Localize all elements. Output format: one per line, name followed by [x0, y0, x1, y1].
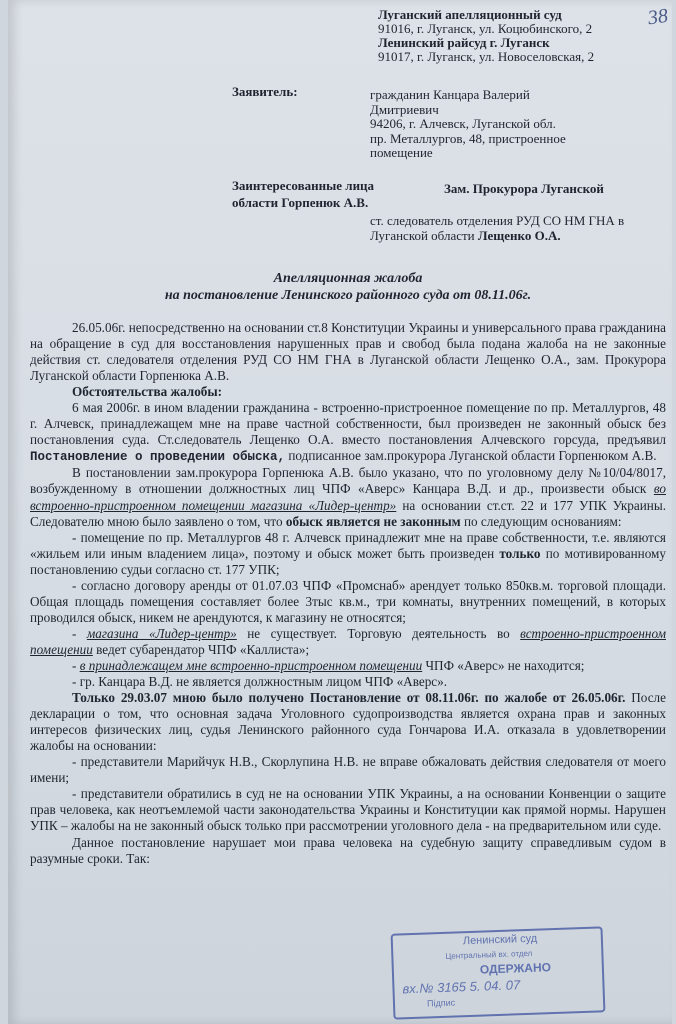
district-court-address: 91017, г. Луганск, ул. Новоселовская, 2	[378, 49, 595, 64]
document-body	[30, 320, 666, 867]
applicant-line: Дмитриевич	[370, 101, 439, 117]
stamp-line: Центральный вх. отдел	[445, 948, 533, 961]
bullet-item: - магазина «Лидер-центр» не существует. Торговую деятельность во встроенно-пристроенном помещении ведет субарендатор ЧПФ «Каллиста»;	[30, 625, 666, 657]
bullet-item: - помещение по пр. Металлургов 48 г. Алчевск принадлежит мне на праве собственности, т.е. являются «жильем или иным владением лица», поэтому и обыск может быть произведен только по мотивированному постановлению судьи согласно ст. 177 УПК;	[30, 529, 667, 577]
applicant-line: пр. Металлургов, 48, пристроенное	[370, 130, 566, 146]
investigator-line: ст. следователь отделения РУД СО НМ ГНА в	[370, 213, 625, 228]
doc-title: Апелляционная жалоба	[273, 271, 423, 286]
investigator-name: Лещенко О.А.	[477, 227, 561, 243]
registration-stamp	[391, 926, 606, 1019]
bold-term: Постановление о проведении обыска,	[30, 450, 286, 465]
bold-phrase: обыск является не законным	[285, 513, 461, 529]
investigator-line: Луганской области	[370, 227, 478, 243]
deputy-prosecutor-cont: области Горпенюк А.В.	[232, 195, 369, 210]
stamp-line: вх.№ 3165 5. 04. 07	[402, 977, 521, 997]
paragraph: 26.05.06г. непосредственно на основании ст.8 Конституции Украины и универсального права гражданина на обращение в суд для восстановления нарушенных прав и свобод была подана жалоба на не законные действия ст. следователя отделения РУД СО НМ ГНА в Луганской области Лещенко О.А., зам. Прокурора Луганской области Горпенюка А.В.	[30, 320, 666, 384]
paragraph: В постановлении зам.прокурора Горпенюка А.В. было указано, что по уголовному делу №10/04/8017, возбужденному в отношении должностных лиц ЧПФ «Аверс» Канцара В.Д. и др., произвести обыск во встроенно-пристроенном помещении магазина «Лидер-центр» на основании ст.ст. 22 и 177 УПК Украины. Следователю мною было заявлено о том, что обыск является не законным по следующим основаниям:	[30, 465, 667, 529]
bullet-item: - согласно договору аренды от 01.07.03 ЧПФ «Промснаб» арендует только 850кв.м. торговой площади. Общая площадь помещения составляет более 3тыс кв.м., три комнаты, внутренних помещений, в которых проводился обыск, никем не арендуются, к магазину не относятся;	[30, 577, 666, 625]
bullet-item: - представители обратились в суд не на основании УПК Украины, а на основании Конвенции о защите прав человека, как неотъемлемой части законодательства Украины и Конституции как прямой нормы. Нарушен УПК – жалобы на не законный обыск только при рассмотрении уголовного дела - на предварительном или суде.	[30, 786, 666, 834]
doc-subtitle: на постановление Ленинского районного суда от 08.11.06г.	[164, 288, 532, 303]
margin-handwritten-number: 38	[646, 4, 670, 30]
interested-label: Заинтересованные лица	[232, 178, 375, 193]
stamp-line: Ленинский суд	[462, 932, 538, 948]
court-address-block	[378, 8, 668, 64]
stamp-line: Підпис	[426, 997, 456, 1009]
investigator-block	[370, 214, 670, 243]
bullet-item: - представители Марийчук Н.В., Скорлупина Н.В. не вправе обжаловать действия следователя от моего имени;	[30, 754, 666, 786]
underlined-phrase: во встроенно-пристроенном помещении магазина «Лидер-центр»	[30, 481, 666, 513]
applicant-label: Заявитель:	[232, 84, 298, 99]
district-court-name: Ленинский райсуд г. Луганск	[378, 35, 550, 50]
document-page	[8, 0, 672, 1024]
stamp-line: ОДЕРЖАНО	[479, 960, 552, 977]
section-heading: Обстоятельства жалобы:	[72, 384, 223, 400]
bullet-item: - гр. Канцара В.Д. не является должностным лицом ЧПФ «Аверс».	[72, 674, 448, 690]
applicant-block	[370, 88, 670, 161]
deputy-prosecutor: Зам. Прокурора Луганской	[444, 181, 604, 196]
bullet-item: - в принадлежащем мне встроенно-пристроенном помещении ЧПФ «Аверс» не находится;	[72, 657, 585, 673]
applicant-line: гражданин Канцара Валерий	[370, 87, 530, 102]
applicant-line: помещение	[370, 145, 433, 160]
paragraph: 6 мая 2006г. в ином владении гражданина - встроенно-пристроенное помещение по пр. Металлургов, 48 г. Алчевск, принадлежащем мне на праве частной собственности, был произведен не законный обыск без постановления суда. Ст.следователь Лещенко О.А. вместо постановления Алчевского горсуда, предъявил Постановление о проведении обыска, подписанное зам.прокурора Луганской области Горпенюком А.В.	[30, 400, 666, 465]
appeal-court-address: 91016, г. Луганск, ул. Коцюбинского, 2	[378, 21, 593, 36]
paragraph: Только 29.03.07 мною было получено Постановление от 08.11.06г. по жалобе от 26.05.06г. После декларации о том, что основная задача Уголовного судопроизводства является охрана прав и законных интересов физических лиц, судья Ленинского районного суда Гончарова И.А. отказала в удовлетворении жалобы на основании:	[30, 690, 666, 754]
paragraph: Данное постановление нарушает мои права человека на судебную защиту справедливым судом в разумные сроки. Так:	[30, 834, 666, 866]
applicant-line: 94206, г. Алчевск, Луганской обл.	[370, 116, 556, 131]
appeal-court-name: Луганский апелляционный суд	[378, 7, 562, 22]
